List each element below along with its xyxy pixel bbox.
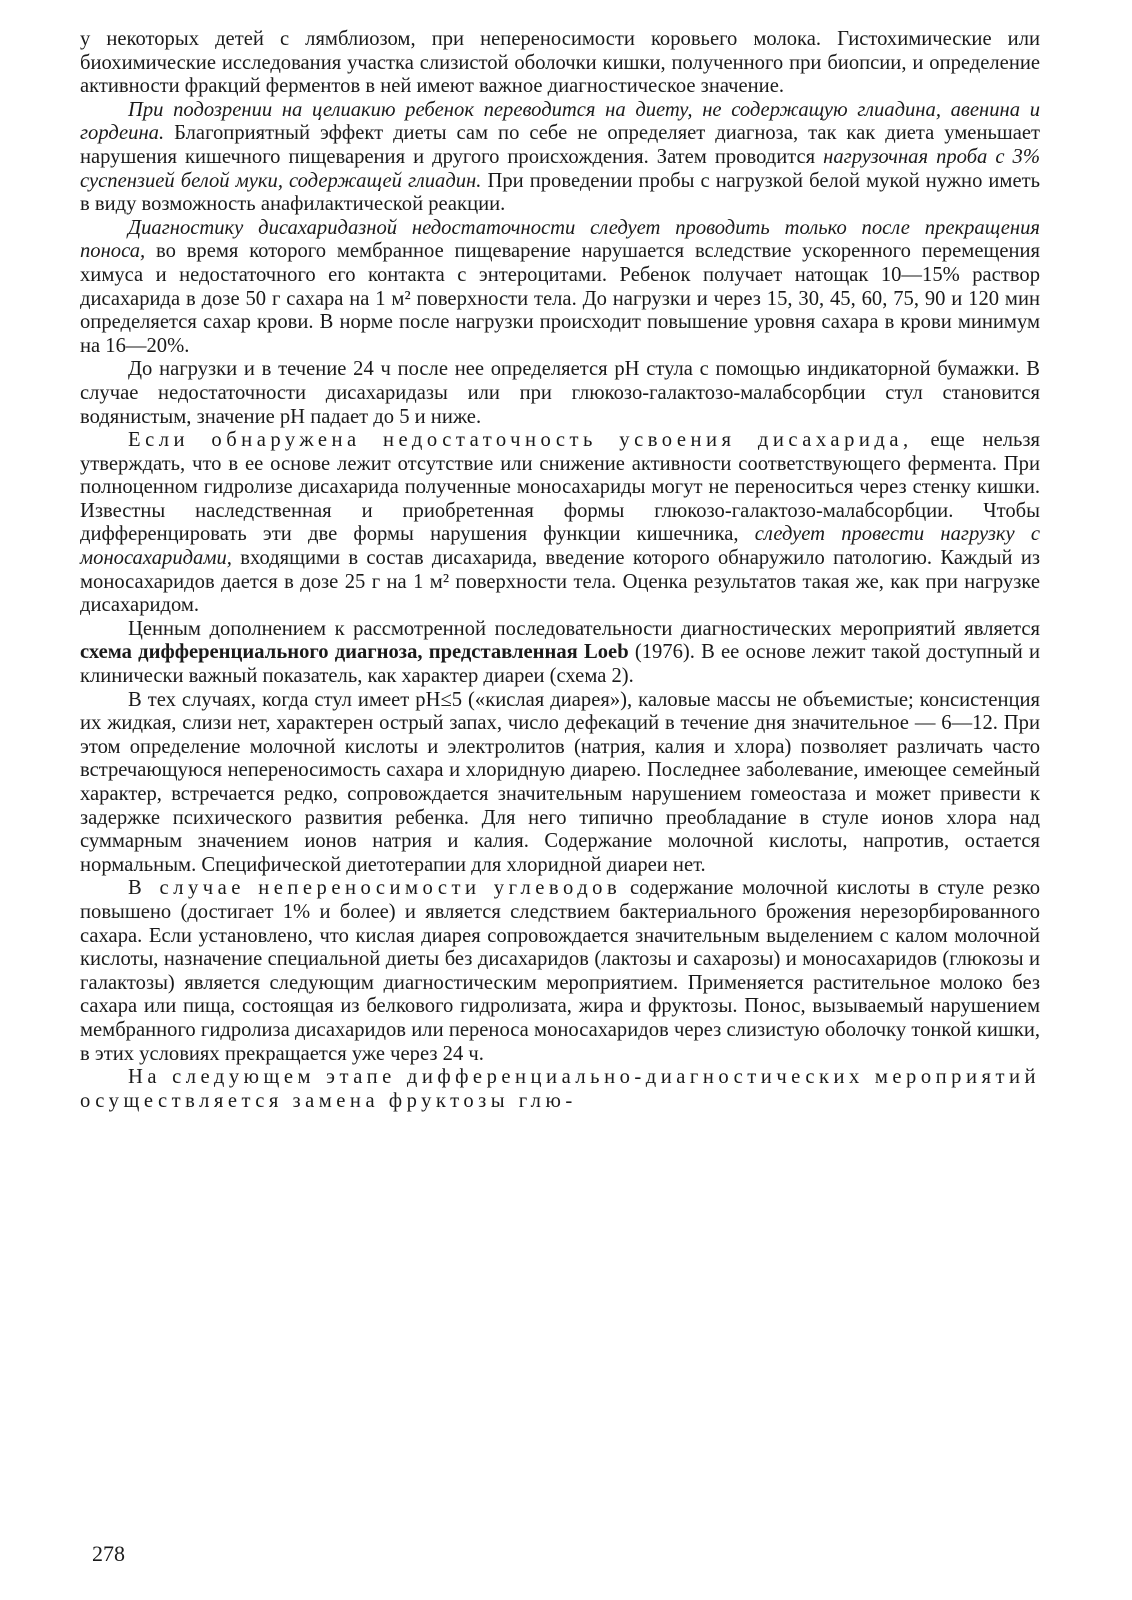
text-run: До нагрузки и в течение 24 ч после нее определяется pH стула с помощью индикаторной бумажки. В случае недостаточности дисахаридазы или при глюкозо-галактозо-малабсорбции стул становится водянистым, значение pH падает до 5 и ниже. bbox=[80, 358, 1040, 428]
bold-text: схема дифференциального диагноза, представленная Loeb bbox=[80, 641, 629, 664]
page-number: 278 bbox=[92, 1541, 125, 1566]
text-run: (1976). В ее основе лежит такой доступный и клинически важный показатель, как характер диареи (схема 2). bbox=[80, 641, 1040, 688]
italic-text: следует провести нагрузку с моносахаридами, bbox=[80, 523, 1040, 570]
text-run: во время которого мембранное пищеварение нарушается вследствие ускоренного перемещения химуса и недостаточного его контакта с энтероцитами. Ребенок получает натощак 10—15% раствор дисахарида в дозе 50 г сахара на 1 м² поверхности тела. До нагрузки и через 15, 30, 45, 60, 75, 90 и 120 мин определяется сахар крови. В норме после нагрузки происходит повышение уровня сахара в крови минимум на 16—20%. bbox=[80, 240, 1040, 357]
spaced-text: Если обнаружена недостаточность усвоения дисахарида, bbox=[128, 429, 913, 452]
text-run: Ценным дополнением к рассмотренной последовательности диагностических мероприятий является bbox=[128, 617, 1040, 640]
text-run: В тех случаях, когда стул имеет pH≤5 («кислая диарея»), каловые массы не объемистые; консистенция их жидкая, слизи нет, характерен острый запах, число дефекаций в течение дня значительное — 6—12. При этом определение молочной кислоты и электролитов (натрия, калия и хлора) позволяет различать часто встречающуюся непереносимость сахара и хлоридную диарею. Последнее заболевание, имеющее семейный характер, встречается редко, сопровождается значительным нарушением гомеостаза и может привести к задержке психического развития ребенка. Для него типично преобладание в стуле ионов хлора над суммарным значением ионов натрия и калия. Содержание молочной кислоты, напротив, остается нормальным. Специфической диетотерапии для хлоридной диареи нет. bbox=[80, 688, 1040, 876]
text-run: содержание молочной кислоты в стуле резко повышено (достигает 1% и более) и является следствием бактериального брожения нерезорбированного сахара. Если установлено, что кислая диарея сопровождается значительным выделением с калом молочной кислоты, назначение специальной диеты без дисахаридов (лактозы и сахарозы) и моносахаридов (глюкозы и галактозы) является следующим диагностическим мероприятием. Применяется растительное молоко без сахара или пища, состоящая из белкового гидролизата, жира и фруктозы. Понос, вызываемый нарушением мембранного гидролиза дисахаридов или переноса моносахаридов через слизистую оболочку тонкой кишки, в этих условиях прекращается уже через 24 ч. bbox=[80, 877, 1040, 1065]
paragraph bbox=[80, 877, 1040, 1066]
paragraph bbox=[80, 618, 1040, 689]
text-run: у некоторых детей с лямблиозом, при непереносимости коровьего молока. Гистохимические или биохимические исследования участка слизистой оболочки кишки, полученного при биопсии, и определение активности фракций ферментов в ней имеют важное диагностическое значение. bbox=[80, 28, 1040, 98]
page-body bbox=[80, 28, 1040, 1113]
paragraph bbox=[80, 689, 1040, 878]
text-run: еще нельзя утверждать, что в ее основе лежит отсутствие или снижение активности соответствующего фермента. При полноценном гидролизе дисахарида полученные моносахариды могут не переноситься через стенку кишки. Известны наследственная и приобретенная формы глюкозо-галактозо-малабсорбции. Чтобы дифференцировать эти две формы нарушения функции кишечника, bbox=[80, 429, 1040, 546]
italic-text: нагрузочная проба с 3% суспензией белой муки, содержащей глиадин. bbox=[80, 145, 1040, 192]
italic-text: Диагностику дисахаридазной недостаточности следует проводить только после прекращения поноса, bbox=[80, 216, 1040, 263]
italic-text: При подозрении на целиакию ребенок переводится на диету, не содержащую глиадина, авенина и гордеина. bbox=[80, 98, 1040, 145]
text-run: При проведении пробы с нагрузкой белой мукой нужно иметь в виду возможность анафилактической реакции. bbox=[80, 169, 1041, 216]
paragraph bbox=[80, 1066, 1040, 1113]
text-run: Благоприятный эффект диеты сам по себе не определяет диагноза, так как диета уменьшает нарушения кишечного пищеварения и другого происхождения. Затем проводится bbox=[80, 122, 1040, 168]
paragraph bbox=[80, 358, 1040, 429]
paragraph bbox=[80, 217, 1040, 359]
paragraph bbox=[80, 99, 1040, 217]
spaced-text: В случае непереносимости углеводов bbox=[128, 877, 622, 900]
paragraph bbox=[80, 429, 1040, 618]
paragraph bbox=[80, 28, 1040, 99]
text-run: входящими в состав дисахарида, введение которого обнаружило патологию. Каждый из моносахаридов дается в дозе 25 г на 1 м² поверхности тела. Оценка результатов такая же, как при нагрузке дисахаридом. bbox=[80, 547, 1040, 617]
spaced-text: На следующем этапе дифференциально-диагностических мероприятий осуществляется замена фруктозы глю- bbox=[80, 1066, 1040, 1112]
